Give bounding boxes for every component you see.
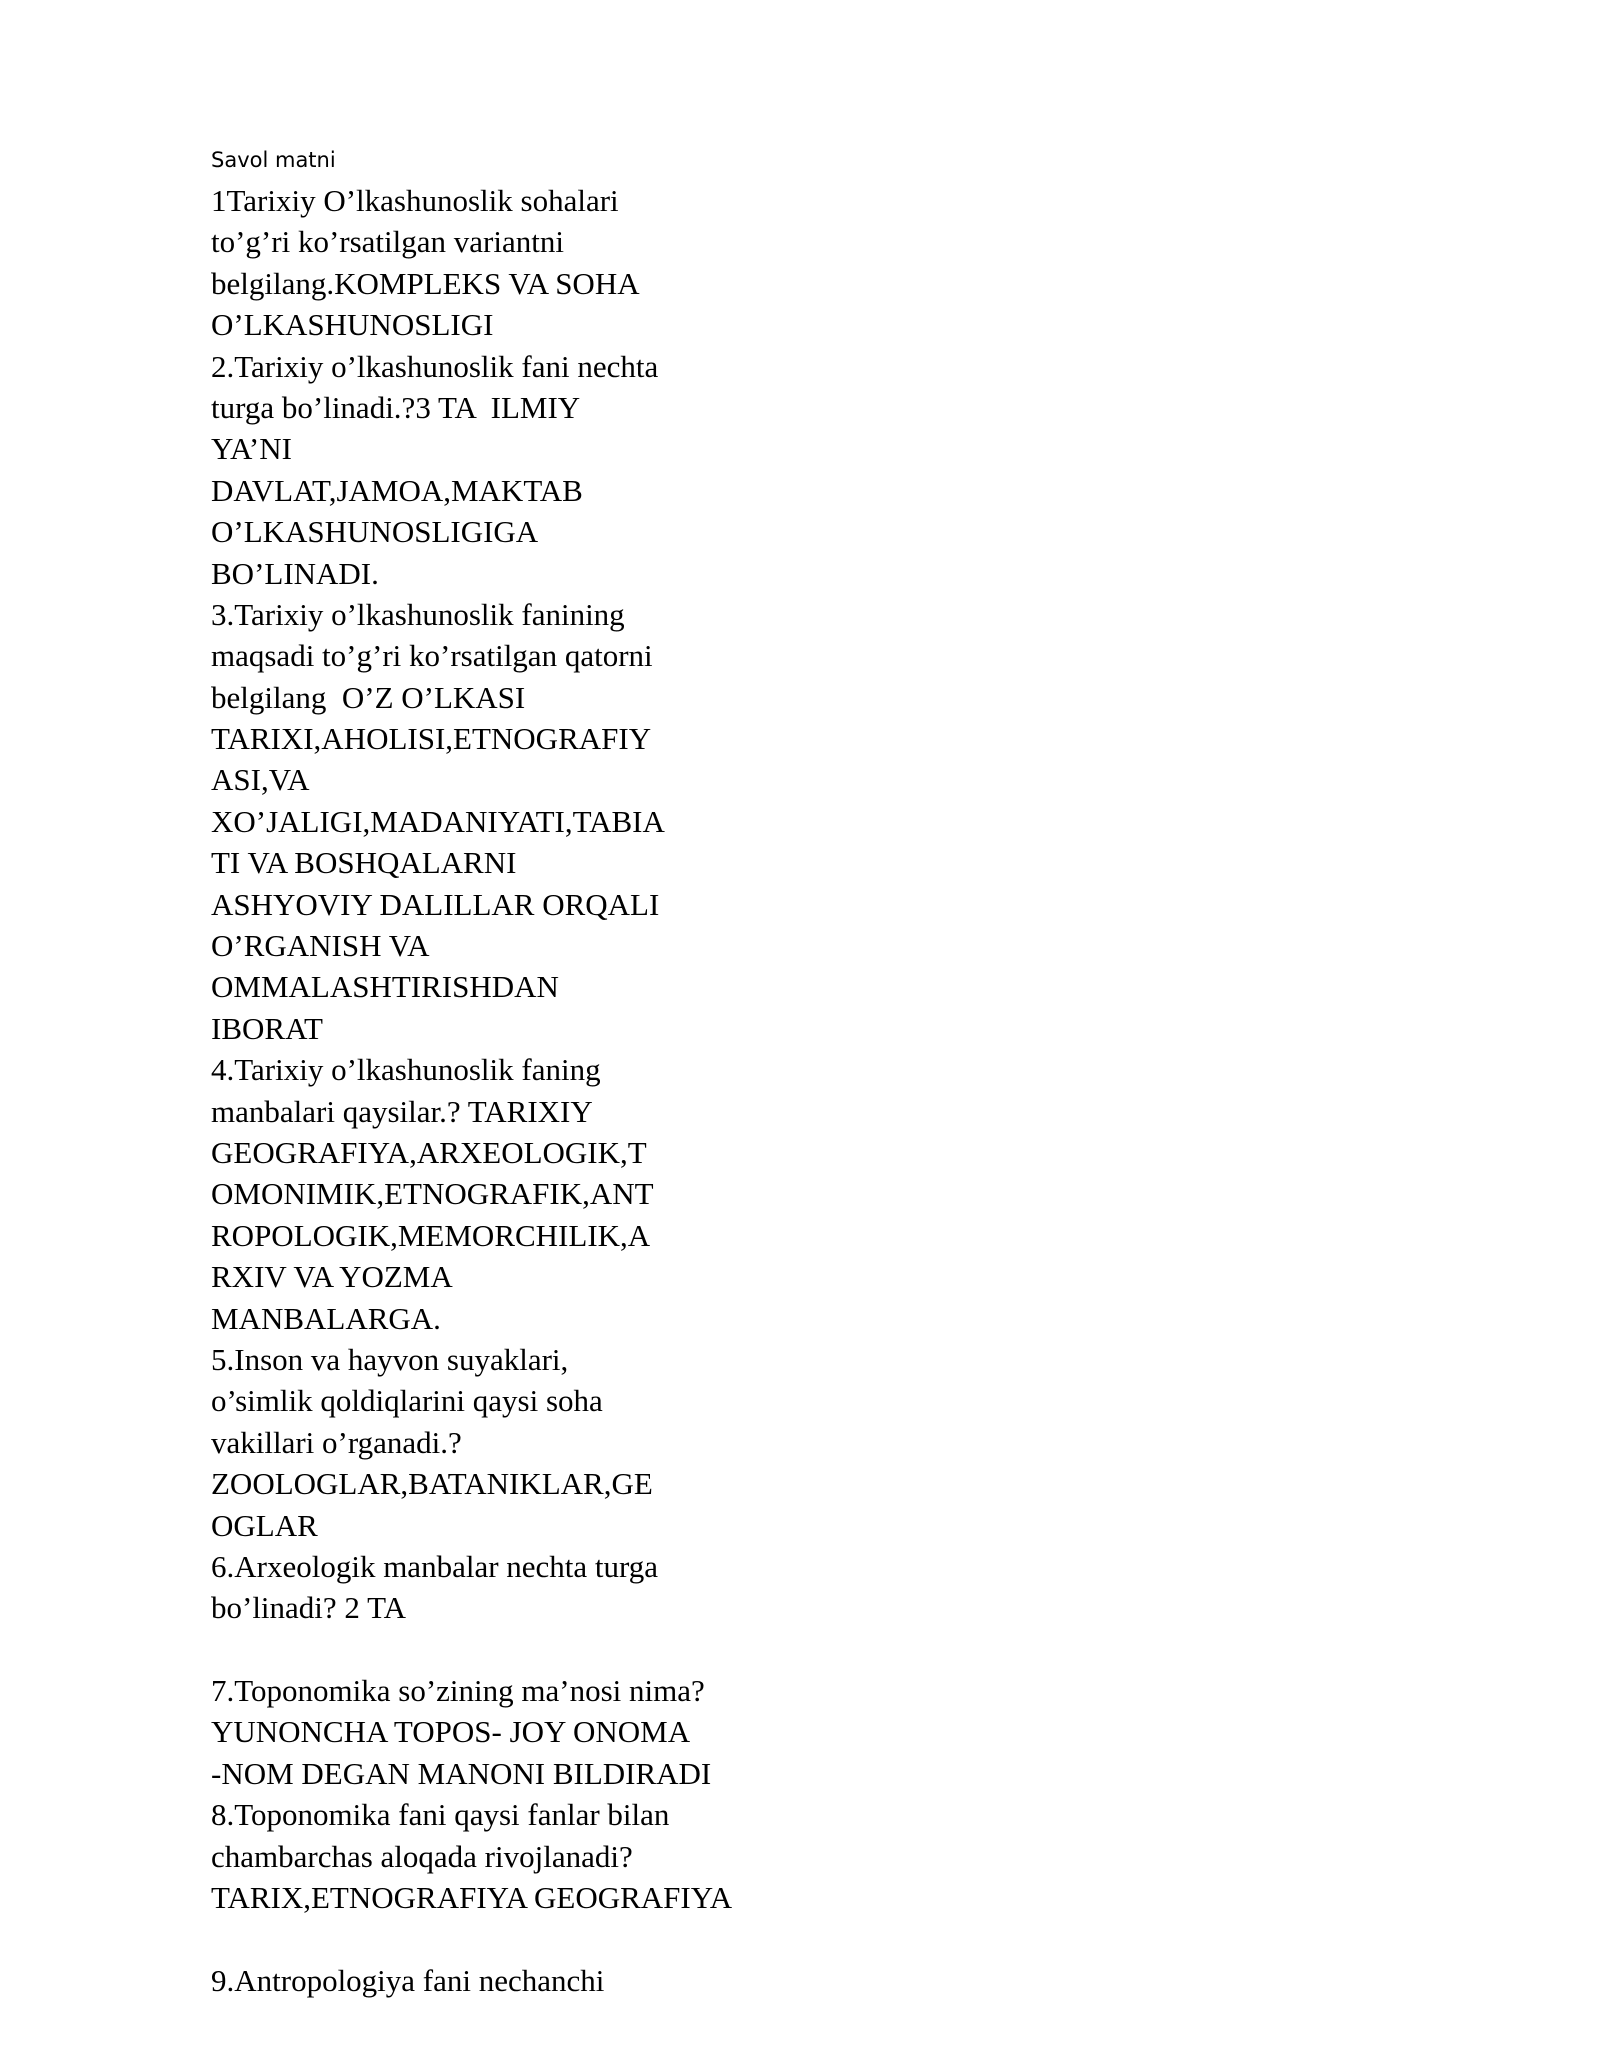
text-line: -NOM DEGAN MANONI BILDIRADI (211, 1755, 712, 1791)
text-line: o’simlik qoldiqlarini qaysi soha (211, 1383, 603, 1419)
text-line: chambarchas aloqada rivojlanadi? (211, 1838, 633, 1874)
text-line: belgilang.KOMPLEKS VA SOHA (211, 265, 640, 301)
text-line: MANBALARGA. (211, 1300, 441, 1336)
text-line: OGLAR (211, 1507, 318, 1543)
text-line: 6.Arxeologik manbalar nechta turga (211, 1548, 659, 1584)
text-line: ROPOLOGIK,MEMORCHILIK,A (211, 1217, 651, 1253)
text-line (211, 1629, 1111, 1670)
text-line: BO’LINADI. (211, 555, 379, 591)
text-line: TI VA BOSHQALARNI (211, 845, 517, 881)
text-line: O’LKASHUNOSLIGI (211, 307, 494, 343)
text-line: to’g’ri ko’rsatilgan variantni (211, 224, 564, 260)
text-line: TARIX,ETNOGRAFIYA GEOGRAFIYA (211, 1880, 733, 1916)
text-line: OMMALASHTIRISHDAN (211, 969, 559, 1005)
text-line: manbalari qaysilar.? TARIXIY (211, 1093, 593, 1129)
text-line: maqsadi to’g’ri ko’rsatilgan qatorni (211, 638, 653, 674)
text-line: belgilang O’Z O’LKASI (211, 679, 526, 715)
text-line: YUNONCHA TOPOS- JOY ONOMA (211, 1714, 691, 1750)
text-line: 9.Antropologiya fani nechanchi (211, 1962, 605, 1998)
text-line: OMONIMIK,ETNOGRAFIK,ANT (211, 1176, 654, 1212)
text-line: O’LKASHUNOSLIGIGA (211, 514, 539, 550)
text-line: 1Tarixiy O’lkashunoslik sohalari (211, 183, 619, 218)
text-line: DAVLAT,JAMOA,MAKTAB (211, 472, 583, 508)
text-line: IBORAT (211, 1010, 323, 1046)
document-body (211, 180, 1111, 2001)
header-label: Savol matni (211, 148, 336, 172)
text-line: 7.Toponomika so’zining ma’nosi nima? (211, 1673, 705, 1709)
text-line: vakillari o’rganadi.? (211, 1424, 462, 1460)
text-line: O’RGANISH VA (211, 928, 430, 964)
text-line: RXIV VA YOZMA (211, 1259, 453, 1295)
text-line: 5.Inson va hayvon suyaklari, (211, 1341, 569, 1377)
text-line: turga bo’linadi.?3 TA ILMIY (211, 389, 581, 425)
text-line: bo’linadi? 2 TA (211, 1590, 406, 1626)
text-line: 2.Tarixiy o’lkashunoslik fani nechta (211, 348, 659, 384)
text-line: YA’NI (211, 431, 292, 467)
text-line: XO’JALIGI,MADANIYATI,TABIA (211, 803, 665, 839)
text-line: 3.Tarixiy o’lkashunoslik fanining (211, 596, 625, 632)
text-line (211, 1918, 1111, 1959)
text-line: ASI,VA (211, 762, 310, 798)
text-line: ASHYOVIY DALILLAR ORQALI (211, 886, 660, 922)
text-line: ZOOLOGLAR,BATANIKLAR,GE (211, 1466, 653, 1502)
text-line: TARIXI,AHOLISI,ETNOGRAFIY (211, 721, 652, 757)
text-line: GEOGRAFIYA,ARXEOLOGIK,T (211, 1134, 647, 1170)
text-line: 8.Toponomika fani qaysi fanlar bilan (211, 1797, 670, 1833)
text-line: 4.Tarixiy o’lkashunoslik faning (211, 1052, 601, 1088)
